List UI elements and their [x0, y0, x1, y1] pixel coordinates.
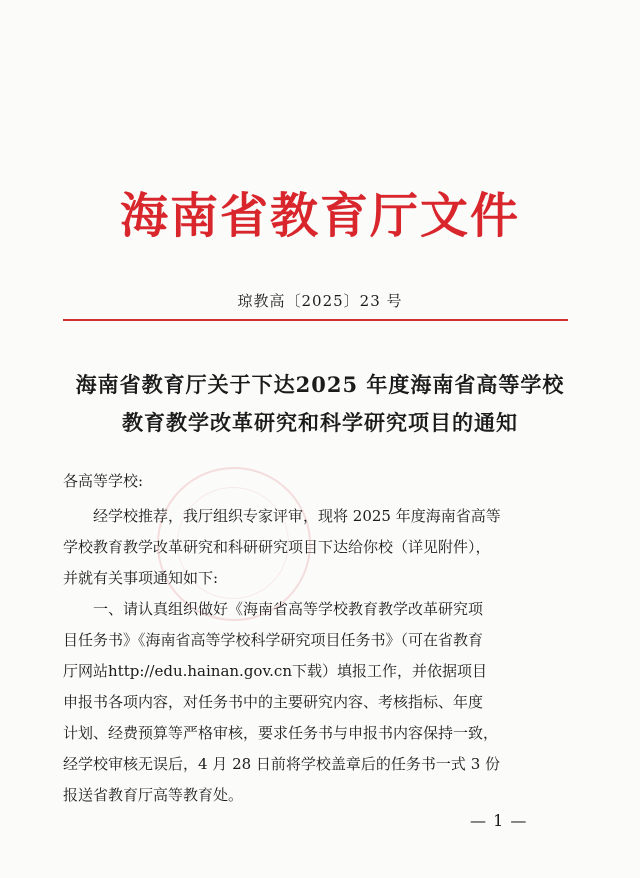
body-line: 计划、经费预算等严格审核，要求任务书与申报书内容保持一致，: [63, 724, 499, 742]
body-line: 并就有关事项通知如下:: [63, 569, 219, 587]
page-number: — 1 —: [470, 811, 528, 830]
document-number: 琼教高〔2025〕23 号: [237, 292, 403, 310]
body-line: 经学校审核无误后，4 月 28 日前将学校盖章后的任务书一式 3 份: [63, 755, 501, 773]
notice-title-line-1: 海南省教育厅关于下达2025 年度海南省高等学校: [75, 372, 565, 397]
body-text: [63, 501, 573, 811]
body-line: 报送省教育厅高等教育处。: [63, 786, 244, 804]
addressee: 各高等学校:: [63, 472, 144, 490]
red-divider-line: [63, 319, 568, 321]
body-line: 厅网站http://edu.hainan.gov.cn下载）填报工作，并依据项目: [63, 662, 487, 680]
body-line: 申报书各项内容，对任务书中的主要研究内容、考核指标、年度: [63, 693, 484, 711]
notice-title: [0, 366, 640, 442]
body-line: 经学校推荐，我厅组织专家评审，现将 2025 年度海南省高等: [63, 507, 501, 525]
body-line: 学校教育教学改革研究和科研研究项目下达给你校（详见附件），: [63, 538, 491, 556]
document-header-title: 海南省教育厅文件: [119, 188, 520, 244]
notice-title-line-2: 教育教学改革研究和科学研究项目的通知: [122, 410, 518, 435]
body-line: 目任务书》《海南省高等学校科学研究项目任务书》（可在省教育: [63, 631, 484, 649]
body-line: 一、请认真组织做好《海南省高等学校教育教学改革研究项: [63, 600, 484, 618]
